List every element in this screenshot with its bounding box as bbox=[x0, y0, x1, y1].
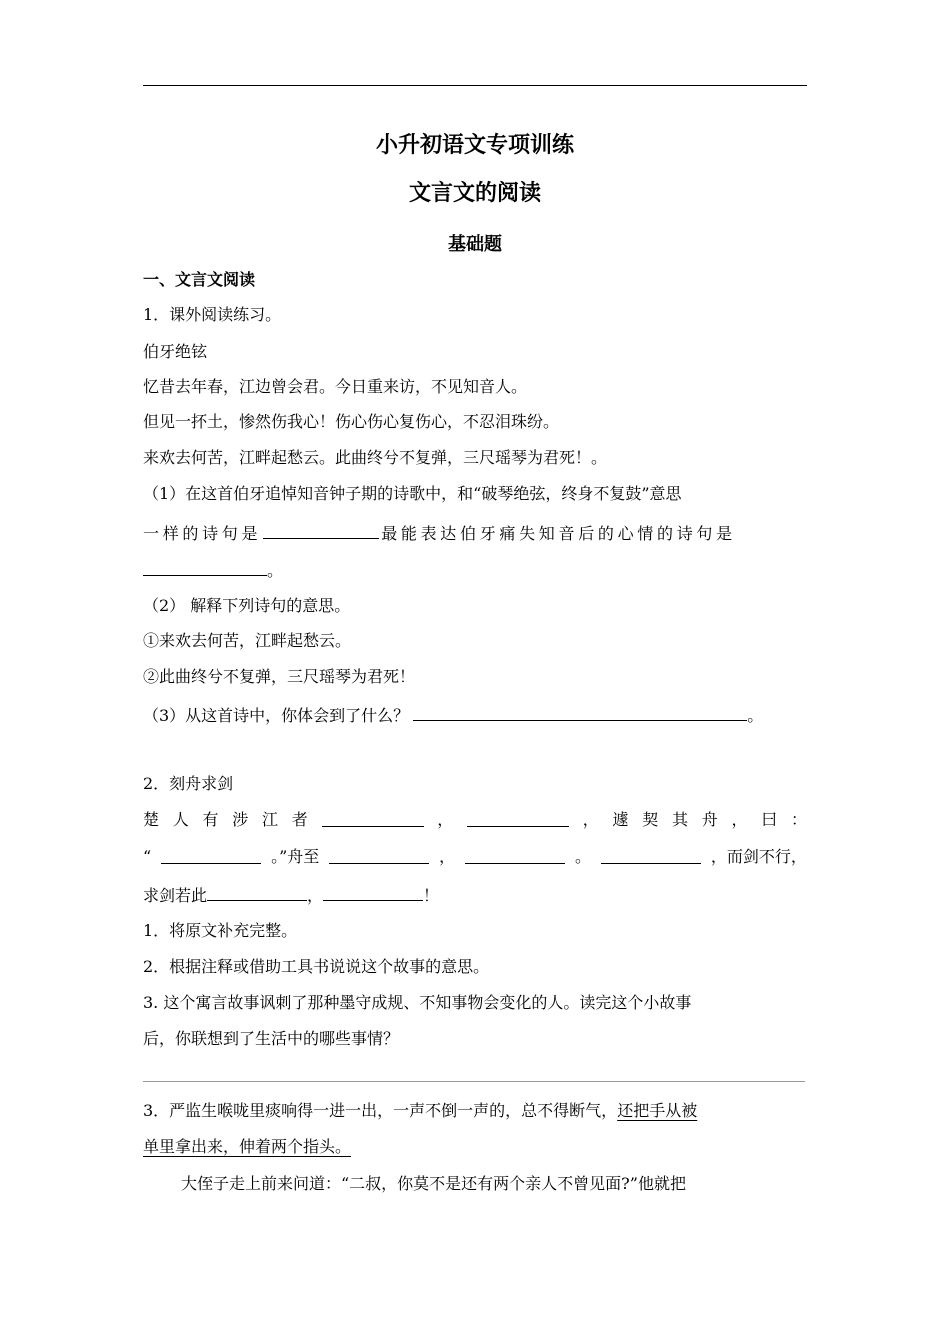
section-heading: 一、文言文阅读 bbox=[143, 270, 256, 289]
answer-blank[interactable] bbox=[329, 847, 429, 864]
page-subtitle: 文言文的阅读 bbox=[408, 180, 541, 206]
q1-sub1-text-b: 最能表达伯牙痛失知音后的心情的诗句是 bbox=[381, 524, 736, 543]
q1-poem-line: 但见一抔土，惨然伤我心！伤心伤心复伤心，不忍泪珠纷。 bbox=[143, 412, 560, 431]
q2-text: 。”舟至 bbox=[271, 847, 320, 866]
level-heading: 基础题 bbox=[448, 234, 502, 255]
char: 。 bbox=[575, 847, 592, 866]
q1-sub3 bbox=[143, 704, 807, 726]
q1-sub1-end: 。 bbox=[267, 561, 284, 580]
answer-blank[interactable] bbox=[207, 884, 307, 901]
answer-line[interactable] bbox=[143, 1081, 805, 1082]
page-title: 小升初语文专项训练 bbox=[375, 132, 574, 158]
char: 舟 bbox=[701, 810, 718, 829]
q1-sub1-line2 bbox=[143, 522, 807, 544]
q3-underlined: 单里拿出来，伸着两个指头。 bbox=[143, 1137, 352, 1156]
char: 契 bbox=[642, 810, 659, 829]
answer-blank[interactable] bbox=[413, 704, 747, 721]
char: 其 bbox=[671, 810, 688, 829]
answer-blank[interactable] bbox=[322, 810, 424, 827]
q1-sub1: （1）在这首伯牙追悼知音钟子期的诗歌中，和“破琴绝弦，终身不复鼓”意思 bbox=[143, 484, 682, 503]
q1-sub3-end: 。 bbox=[747, 706, 764, 725]
answer-blank[interactable] bbox=[601, 847, 701, 864]
header-rule bbox=[143, 85, 807, 86]
char: 涉 bbox=[232, 810, 249, 829]
char: 者 bbox=[291, 810, 308, 829]
q1-heading: 1．课外阅读练习。 bbox=[143, 305, 282, 324]
answer-blank[interactable] bbox=[143, 559, 267, 576]
q3-underlined: 还把手从被 bbox=[617, 1101, 698, 1120]
char: ！ bbox=[423, 886, 440, 905]
char: ， bbox=[439, 847, 456, 866]
q3-line1 bbox=[143, 1101, 807, 1121]
answer-blank[interactable] bbox=[467, 810, 569, 827]
q3-text: 3．严监生喉咙里痰响得一进一出，一声不倒一声的，总不得断气， bbox=[143, 1101, 618, 1120]
answer-blank[interactable] bbox=[161, 847, 261, 864]
q2-line1 bbox=[143, 810, 807, 830]
char: ， bbox=[307, 886, 324, 905]
answer-blank[interactable] bbox=[323, 884, 423, 901]
q1-sub2-item: ①来欢去何苦，江畔起愁云。 bbox=[143, 631, 352, 650]
char: ， bbox=[582, 810, 599, 829]
q1-poem-line: 来欢去何苦，江畔起愁云。此曲终兮不复弹，三尺瑶琴为君死！。 bbox=[143, 448, 608, 467]
q1-sub3-text: （3）从这首诗中，你体会到了什么？ bbox=[143, 706, 410, 725]
q1-poem-line: 忆昔去年春，江边曾会君。今日重来访，不见知音人。 bbox=[143, 377, 528, 396]
char: 曰 bbox=[761, 810, 778, 829]
q2-task: 2．根据注释或借助工具书说说这个故事的意思。 bbox=[143, 957, 490, 976]
q2-task: 3. 这个寓言故事讽刺了那种墨守成规、不知事物会变化的人。读完这个小故事 bbox=[143, 993, 692, 1012]
answer-blank[interactable] bbox=[465, 847, 565, 864]
q1-sub2: （2） 解释下列诗句的意思。 bbox=[143, 596, 351, 615]
char: ， bbox=[437, 810, 454, 829]
q3-line2 bbox=[143, 1137, 807, 1157]
char: 有 bbox=[202, 810, 219, 829]
answer-blank[interactable] bbox=[263, 522, 379, 539]
q2-heading: 2．刻舟求剑 bbox=[143, 774, 234, 793]
q2-text: ，而剑不行， bbox=[710, 847, 807, 866]
q2-line3 bbox=[143, 884, 807, 906]
char: ： bbox=[790, 810, 807, 829]
q2-task: 1．将原文补充完整。 bbox=[143, 921, 298, 940]
q1-sub2-item: ②此曲终兮不复弹，三尺瑶琴为君死！ bbox=[143, 667, 416, 686]
q1-sub1-text-a: 一样的诗句是 bbox=[143, 524, 262, 543]
q2-text: 求剑若此 bbox=[143, 886, 208, 905]
char: ， bbox=[731, 810, 748, 829]
q2-task: 后，你联想到了生活中的哪些事情？ bbox=[143, 1029, 400, 1048]
q1-sub1-line3 bbox=[143, 559, 807, 581]
char: 人 bbox=[172, 810, 189, 829]
q1-poem-title: 伯牙绝铉 bbox=[143, 342, 208, 361]
open-quote: “ bbox=[143, 847, 152, 866]
char: 楚 bbox=[143, 810, 160, 829]
q3-line3: 大侄子走上前来问道：“二叔，你莫不是还有两个亲人不曾见面?”他就把 bbox=[181, 1174, 686, 1193]
char: 江 bbox=[262, 810, 279, 829]
char: 遽 bbox=[612, 810, 629, 829]
q2-line2 bbox=[143, 847, 807, 867]
